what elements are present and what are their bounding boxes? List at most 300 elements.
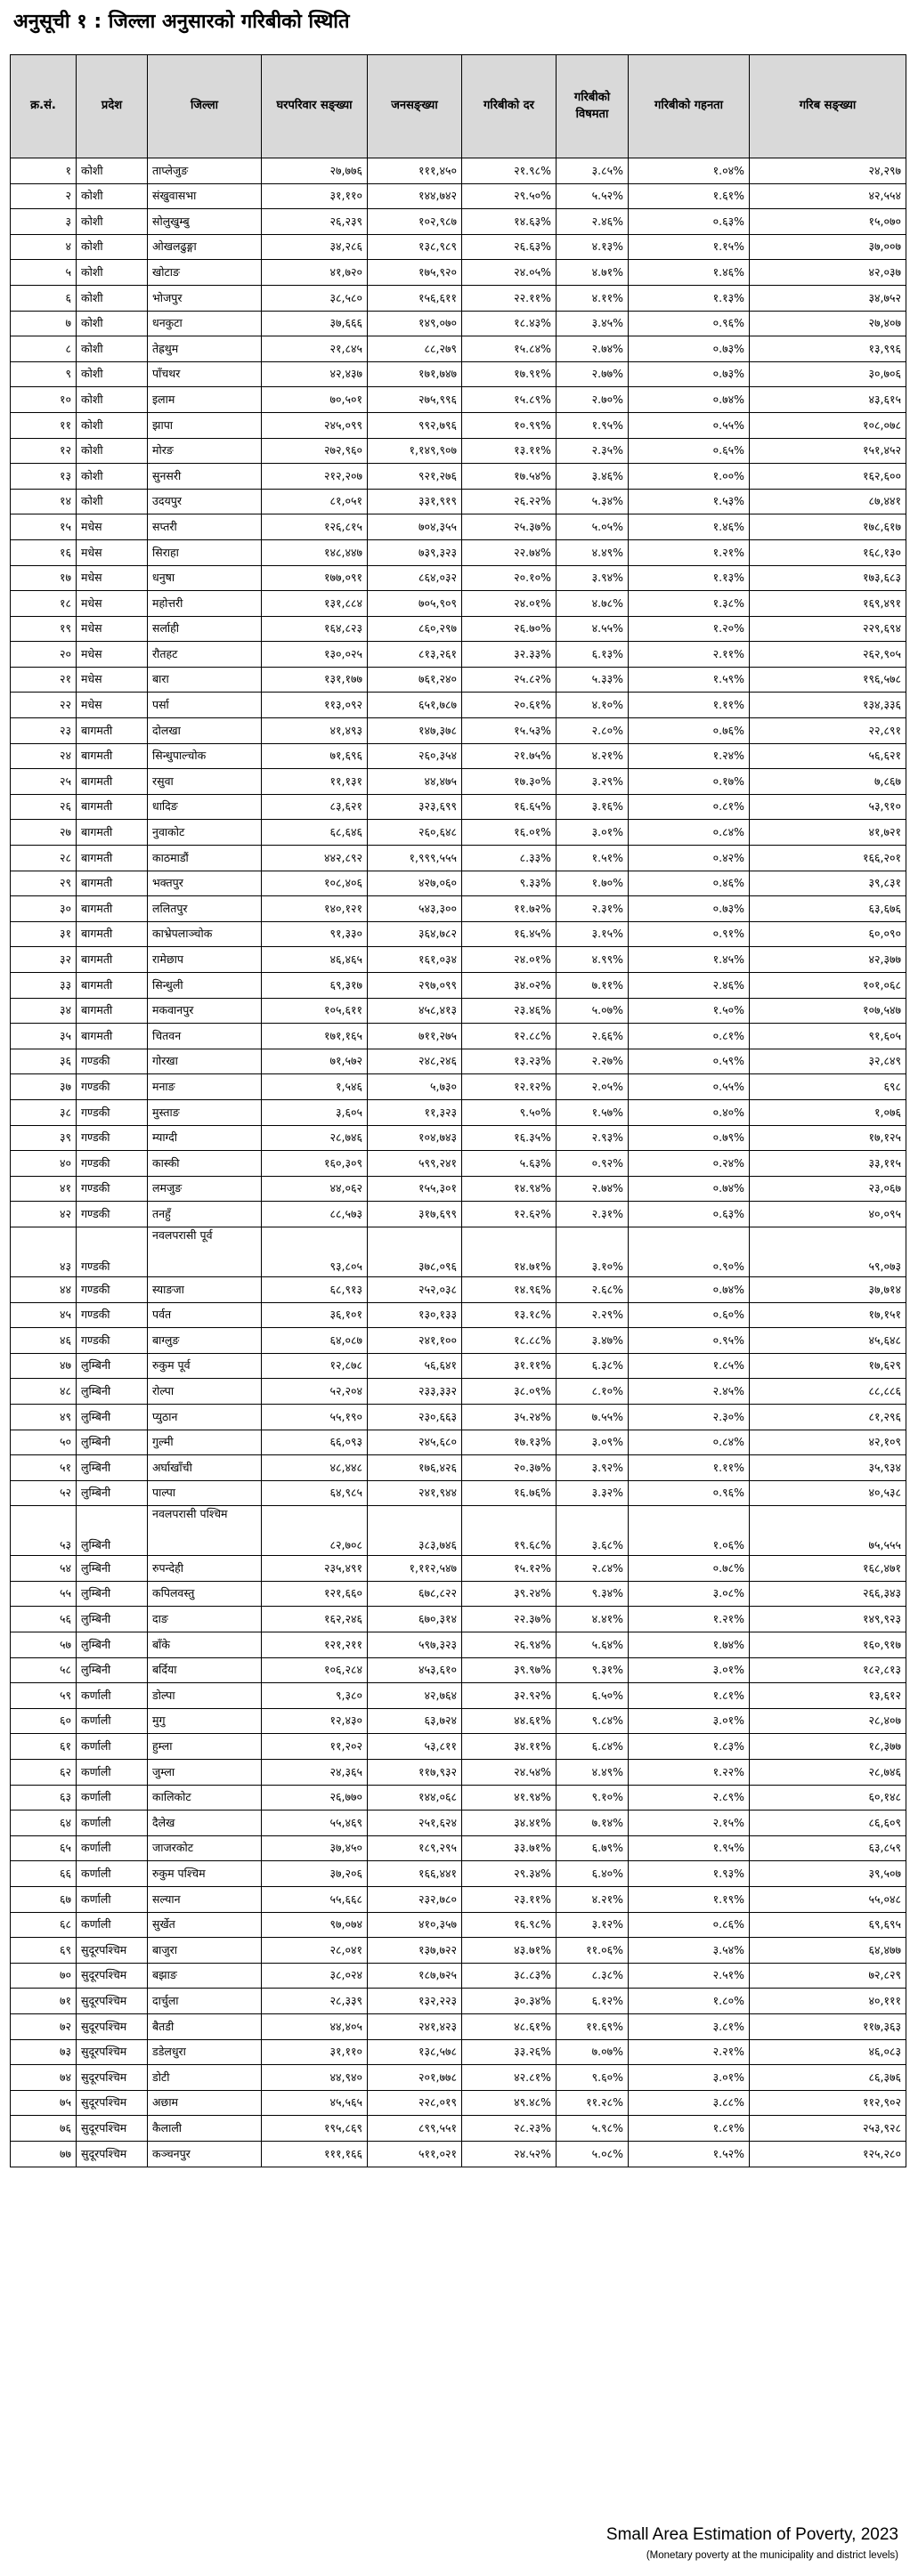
cell-serial: ४१: [11, 1176, 77, 1202]
cell-poverty-rate: २९.३४%: [462, 1861, 557, 1887]
cell-district: दैलेख: [148, 1810, 262, 1836]
cell-poverty-rate: १७.३०%: [462, 769, 557, 795]
cell-poverty-severity: १.१३%: [629, 565, 750, 591]
cell-population: १,९९९,५५५: [368, 846, 462, 871]
table-row: [11, 1176, 906, 1202]
cell-poor-count: ८८,८८६: [750, 1379, 906, 1405]
cell-poverty-severity: १.१९%: [629, 1887, 750, 1913]
cell-serial: ६९: [11, 1938, 77, 1964]
cell-poverty-severity: ३.८८%: [629, 2090, 750, 2116]
source-title: Small Area Estimation of Poverty, 2023: [605, 2525, 898, 2544]
cell-poverty-severity: ०.७३%: [629, 896, 750, 922]
table-row: [11, 209, 906, 235]
cell-province: लुम्बिनी: [77, 1404, 148, 1430]
cell-households: ६४,०८७: [262, 1328, 368, 1354]
cell-serial: २४: [11, 743, 77, 769]
cell-district: गुल्मी: [148, 1430, 262, 1455]
table-row: [11, 846, 906, 871]
cell-poverty-rate: १७.९१%: [462, 361, 557, 387]
cell-district: भोजपुर: [148, 285, 262, 311]
cell-population: ३७८,०९६: [368, 1227, 462, 1276]
cell-poverty-gap: ३.४५%: [557, 311, 629, 336]
cell-poverty-gap: ६.३८%: [557, 1353, 629, 1379]
cell-population: २३०,६६३: [368, 1404, 462, 1430]
cell-population: ५११,०२१: [368, 2141, 462, 2167]
cell-district: धादिङ: [148, 794, 262, 820]
cell-poor-count: १७८,६१७: [750, 514, 906, 540]
cell-population: २०१,७७८: [368, 2065, 462, 2091]
cell-population: २३३,३३२: [368, 1379, 462, 1405]
cell-poverty-severity: १.५९%: [629, 667, 750, 693]
cell-population: ६७८,८२२: [368, 1581, 462, 1607]
cell-district: गोरखा: [148, 1049, 262, 1074]
cell-poverty-rate: २४.०१%: [462, 947, 557, 973]
cell-poverty-gap: २.८४%: [557, 1556, 629, 1582]
cell-poverty-gap: ३.०१%: [557, 820, 629, 846]
cell-district: झापा: [148, 412, 262, 438]
cell-poverty-gap: ५.०५%: [557, 514, 629, 540]
cell-households: ३८,०२४: [262, 1963, 368, 1989]
cell-poor-count: ३९,५०७: [750, 1861, 906, 1887]
cell-households: २८,७४६: [262, 1125, 368, 1151]
cell-poor-count: १७३,६८३: [750, 565, 906, 591]
cell-poverty-gap: ३.१५%: [557, 921, 629, 947]
cell-district: कपिलवस्तु: [148, 1581, 262, 1607]
cell-province: कर्णाली: [77, 1912, 148, 1938]
cell-district: तेह्रथुम: [148, 336, 262, 362]
cell-poverty-gap: ११.६९%: [557, 2013, 629, 2039]
cell-poverty-rate: १७.१३%: [462, 1430, 557, 1455]
cell-poverty-severity: २.८९%: [629, 1785, 750, 1810]
cell-poverty-rate: २२.३७%: [462, 1607, 557, 1632]
cell-district: बाग्लुङ: [148, 1328, 262, 1354]
cell-poverty-rate: ३९.२४%: [462, 1581, 557, 1607]
cell-households: २४,३६५: [262, 1760, 368, 1786]
table-row: [11, 464, 906, 490]
cell-province: गण्डकी: [77, 1099, 148, 1125]
cell-poverty-severity: १.८०%: [629, 1989, 750, 2014]
cell-province: कर्णाली: [77, 1887, 148, 1913]
cell-households: ८८,५७३: [262, 1202, 368, 1227]
cell-poverty-rate: ८.३३%: [462, 846, 557, 871]
cell-households: ३७,६६६: [262, 311, 368, 336]
cell-poor-count: २५३,९२८: [750, 2116, 906, 2142]
table-row: [11, 361, 906, 387]
cell-poor-count: ८६,३७६: [750, 2065, 906, 2091]
cell-poverty-severity: १.११%: [629, 1455, 750, 1481]
cell-province: बागमती: [77, 769, 148, 795]
cell-serial: ४४: [11, 1276, 77, 1302]
cell-households: ३७,२०६: [262, 1861, 368, 1887]
cell-poor-count: १७,१५१: [750, 1302, 906, 1328]
cell-households: ४४,४०५: [262, 2013, 368, 2039]
cell-poor-count: १८२,८१३: [750, 1657, 906, 1683]
table-row: [11, 336, 906, 362]
cell-poor-count: ३३,११५: [750, 1151, 906, 1177]
table-row: [11, 1099, 906, 1125]
cell-district: डडेलधुरा: [148, 2039, 262, 2065]
cell-households: १०८,४०६: [262, 871, 368, 896]
table-row: [11, 1835, 906, 1861]
cell-district: सर्लाही: [148, 616, 262, 642]
cell-district: सुनसरी: [148, 464, 262, 490]
cell-poor-count: ४०,०९५: [750, 1202, 906, 1227]
cell-poor-count: ३२,८४९: [750, 1049, 906, 1074]
cell-poverty-severity: १.८३%: [629, 1734, 750, 1760]
cell-population: १३८,५७८: [368, 2039, 462, 2065]
cell-population: ५४३,३००: [368, 896, 462, 922]
cell-serial: १: [11, 158, 77, 184]
cell-poverty-severity: १.३८%: [629, 591, 750, 617]
cell-poverty-rate: १०.९९%: [462, 412, 557, 438]
cell-poor-count: ६९,६९५: [750, 1912, 906, 1938]
cell-population: ४४,४७५: [368, 769, 462, 795]
table-row: [11, 1938, 906, 1964]
cell-poverty-severity: २.५१%: [629, 1963, 750, 1989]
cell-poverty-severity: ०.५५%: [629, 1074, 750, 1100]
cell-households: १७७,०९१: [262, 565, 368, 591]
cell-serial: ८: [11, 336, 77, 362]
cell-province: सुदूरपश्चिम: [77, 2013, 148, 2039]
table-row: [11, 1455, 906, 1481]
cell-poor-count: २७,४०७: [750, 311, 906, 336]
cell-province: लुम्बिनी: [77, 1353, 148, 1379]
table-row: [11, 539, 906, 565]
cell-poverty-severity: ०.४०%: [629, 1099, 750, 1125]
cell-population: ३८३,७४६: [368, 1506, 462, 1556]
cell-poverty-gap: ३.९२%: [557, 1455, 629, 1481]
cell-district: बैतडी: [148, 2013, 262, 2039]
cell-poverty-gap: २.३१%: [557, 896, 629, 922]
table-row: [11, 1151, 906, 1177]
cell-poverty-rate: ४१.९४%: [462, 1785, 557, 1810]
cell-poor-count: १३४,३३६: [750, 693, 906, 718]
cell-province: बागमती: [77, 973, 148, 999]
cell-poverty-rate: ९.३३%: [462, 871, 557, 896]
cell-serial: ३६: [11, 1049, 77, 1074]
cell-poor-count: ३७,७१४: [750, 1276, 906, 1302]
cell-serial: ३९: [11, 1125, 77, 1151]
cell-poverty-rate: ३५.२४%: [462, 1404, 557, 1430]
cell-population: ७०५,९०९: [368, 591, 462, 617]
cell-poverty-rate: ३१.११%: [462, 1353, 557, 1379]
cell-population: १३८,९८९: [368, 234, 462, 260]
cell-poor-count: २३,०६७: [750, 1176, 906, 1202]
cell-serial: २५: [11, 769, 77, 795]
cell-district: सिन्धुपाल्चोक: [148, 743, 262, 769]
table-row: [11, 820, 906, 846]
cell-households: ६४,९८५: [262, 1480, 368, 1506]
cell-poverty-rate: २३.४६%: [462, 998, 557, 1024]
cell-province: कोशी: [77, 209, 148, 235]
cell-province: कोशी: [77, 260, 148, 286]
cell-households: ९,३८०: [262, 1683, 368, 1709]
cell-district: हुम्ला: [148, 1734, 262, 1760]
cell-district: नवलपरासी पूर्व: [148, 1227, 262, 1276]
cell-poverty-severity: २.१५%: [629, 1810, 750, 1836]
cell-district: म्याग्दी: [148, 1125, 262, 1151]
cell-poverty-gap: ६.५०%: [557, 1683, 629, 1709]
cell-households: ४५,५६५: [262, 2090, 368, 2116]
cell-serial: ९: [11, 361, 77, 387]
cell-poor-count: ५६,६२१: [750, 743, 906, 769]
cell-poor-count: ४६,०८३: [750, 2039, 906, 2065]
cell-poverty-gap: ४.४९%: [557, 539, 629, 565]
cell-population: २६०,३५४: [368, 743, 462, 769]
cell-poor-count: ८६,६०९: [750, 1810, 906, 1836]
cell-province: सुदूरपश्चिम: [77, 2116, 148, 2142]
cell-poverty-gap: ५.३४%: [557, 489, 629, 514]
cell-province: लुम्बिनी: [77, 1581, 148, 1607]
cell-poverty-rate: ३४.०२%: [462, 973, 557, 999]
cell-poverty-rate: २२.११%: [462, 285, 557, 311]
cell-households: ३१,११०: [262, 183, 368, 209]
table-row: [11, 285, 906, 311]
cell-serial: ३७: [11, 1074, 77, 1100]
cell-province: लुम्बिनी: [77, 1506, 148, 1556]
cell-district: जाजरकोट: [148, 1835, 262, 1861]
table-row: [11, 1963, 906, 1989]
cell-province: सुदूरपश्चिम: [77, 1989, 148, 2014]
table-row: [11, 2116, 906, 2142]
table-row: [11, 311, 906, 336]
cell-province: गण्डकी: [77, 1302, 148, 1328]
cell-poor-count: ३०,७०६: [750, 361, 906, 387]
cell-poverty-gap: २.२९%: [557, 1302, 629, 1328]
cell-poverty-rate: २६.६३%: [462, 234, 557, 260]
cell-serial: ६८: [11, 1912, 77, 1938]
cell-poor-count: १६८,१३०: [750, 539, 906, 565]
header-population: जनसङ्ख्या: [368, 55, 462, 158]
cell-serial: १२: [11, 438, 77, 464]
table-row: [11, 489, 906, 514]
cell-poverty-gap: ५.०७%: [557, 998, 629, 1024]
cell-serial: १९: [11, 616, 77, 642]
cell-poverty-rate: १५.८९%: [462, 387, 557, 413]
cell-poverty-severity: ०.४६%: [629, 871, 750, 896]
cell-poverty-rate: ५.६३%: [462, 1151, 557, 1177]
cell-population: २५२,०३८: [368, 1276, 462, 1302]
cell-province: लुम्बिनी: [77, 1379, 148, 1405]
cell-district: पर्सा: [148, 693, 262, 718]
cell-poverty-rate: १४.९६%: [462, 1276, 557, 1302]
cell-poverty-rate: ३२.९२%: [462, 1683, 557, 1709]
cell-district: पाँचथर: [148, 361, 262, 387]
cell-poverty-gap: २.७७%: [557, 361, 629, 387]
cell-population: ९९२,७९६: [368, 412, 462, 438]
cell-district: सुर्खेत: [148, 1912, 262, 1938]
table-row: [11, 438, 906, 464]
cell-population: २५१,६२४: [368, 1810, 462, 1836]
cell-households: २८,३३९: [262, 1989, 368, 2014]
cell-poverty-severity: ०.८१%: [629, 794, 750, 820]
cell-population: १५६,६११: [368, 285, 462, 311]
cell-households: ५५,६६८: [262, 1887, 368, 1913]
cell-serial: ५५: [11, 1581, 77, 1607]
cell-households: ६९,३१७: [262, 973, 368, 999]
cell-poor-count: ९१,६०५: [750, 1024, 906, 1049]
cell-serial: २९: [11, 871, 77, 896]
header-poverty-gap: गरिबीको विषमता: [557, 55, 629, 158]
cell-serial: ७४: [11, 2065, 77, 2091]
cell-households: ९३,८०५: [262, 1227, 368, 1276]
cell-poor-count: ६०,१४८: [750, 1785, 906, 1810]
cell-poverty-severity: ०.७४%: [629, 1176, 750, 1202]
cell-serial: ७५: [11, 2090, 77, 2116]
cell-poverty-gap: २.६८%: [557, 1276, 629, 1302]
cell-poverty-severity: १.६१%: [629, 183, 750, 209]
table-row: [11, 973, 906, 999]
cell-population: २६०,६४८: [368, 820, 462, 846]
cell-serial: ४५: [11, 1302, 77, 1328]
cell-district: अर्घाखाँची: [148, 1455, 262, 1481]
cell-poverty-gap: १.५१%: [557, 846, 629, 871]
cell-poverty-severity: ०.७३%: [629, 336, 750, 362]
cell-province: कोशी: [77, 387, 148, 413]
cell-poverty-gap: ८.३८%: [557, 1963, 629, 1989]
cell-poor-count: ४०,५३८: [750, 1480, 906, 1506]
cell-poverty-severity: २.४६%: [629, 973, 750, 999]
cell-poverty-rate: ३८.०९%: [462, 1379, 557, 1405]
cell-serial: ४७: [11, 1353, 77, 1379]
cell-poverty-gap: ९.१०%: [557, 1785, 629, 1810]
cell-poverty-rate: ३४.४१%: [462, 1810, 557, 1836]
cell-poverty-severity: ०.७६%: [629, 718, 750, 744]
cell-poverty-gap: ४.७८%: [557, 591, 629, 617]
cell-province: बागमती: [77, 896, 148, 922]
cell-population: ६७०,३१४: [368, 1607, 462, 1632]
cell-poverty-rate: ३०.३४%: [462, 1989, 557, 2014]
cell-province: कोशी: [77, 336, 148, 362]
cell-poverty-severity: ०.६५%: [629, 438, 750, 464]
cell-serial: ४८: [11, 1379, 77, 1405]
cell-poverty-gap: ३.१०%: [557, 1227, 629, 1276]
table-row: [11, 718, 906, 744]
cell-households: ४६,४६५: [262, 947, 368, 973]
cell-province: मधेस: [77, 667, 148, 693]
cell-province: कोशी: [77, 285, 148, 311]
table-row: [11, 591, 906, 617]
cell-serial: ३३: [11, 973, 77, 999]
cell-district: कालिकोट: [148, 1785, 262, 1810]
cell-district: रौतहट: [148, 642, 262, 668]
cell-province: कर्णाली: [77, 1708, 148, 1734]
cell-households: ३८,५८०: [262, 285, 368, 311]
table-row: [11, 514, 906, 540]
cell-poverty-gap: २.८०%: [557, 718, 629, 744]
cell-households: ३१,११०: [262, 2039, 368, 2065]
cell-population: ५३,८११: [368, 1734, 462, 1760]
cell-poverty-severity: १.८५%: [629, 1353, 750, 1379]
cell-poverty-severity: १.८१%: [629, 2116, 750, 2142]
cell-poverty-severity: ०.७८%: [629, 1556, 750, 1582]
cell-serial: १३: [11, 464, 77, 490]
cell-province: कोशी: [77, 361, 148, 387]
cell-households: ३,६०५: [262, 1099, 368, 1125]
cell-poor-count: २८,७४६: [750, 1760, 906, 1786]
cell-population: १०४,७४३: [368, 1125, 462, 1151]
cell-poverty-severity: १.५२%: [629, 2141, 750, 2167]
cell-population: ४५३,६१०: [368, 1657, 462, 1683]
cell-poverty-gap: ९.८४%: [557, 1708, 629, 1734]
cell-poverty-severity: ०.९१%: [629, 921, 750, 947]
cell-province: मधेस: [77, 616, 148, 642]
cell-serial: ११: [11, 412, 77, 438]
cell-poverty-severity: २.११%: [629, 642, 750, 668]
cell-poor-count: २६६,३४३: [750, 1581, 906, 1607]
cell-population: ३१७,६९९: [368, 1202, 462, 1227]
cell-serial: ४९: [11, 1404, 77, 1430]
cell-district: मनाङ: [148, 1074, 262, 1100]
cell-households: ८२,७०८: [262, 1506, 368, 1556]
cell-poverty-severity: ०.५९%: [629, 1049, 750, 1074]
cell-poverty-gap: २.२७%: [557, 1049, 629, 1074]
cell-poverty-gap: २.९३%: [557, 1125, 629, 1151]
cell-households: ४१,४९३: [262, 718, 368, 744]
cell-province: कर्णाली: [77, 1861, 148, 1887]
cell-district: कञ्चनपुर: [148, 2141, 262, 2167]
cell-poverty-severity: १.२१%: [629, 1607, 750, 1632]
cell-households: १७१,१६५: [262, 1024, 368, 1049]
cell-province: बागमती: [77, 743, 148, 769]
cell-district: पाल्पा: [148, 1480, 262, 1506]
cell-poor-count: १२५,२८०: [750, 2141, 906, 2167]
table-row: [11, 1785, 906, 1810]
cell-poor-count: ३७,००७: [750, 234, 906, 260]
cell-province: गण्डकी: [77, 1227, 148, 1276]
cell-poverty-gap: ५.६४%: [557, 1632, 629, 1658]
cell-province: सुदूरपश्चिम: [77, 2141, 148, 2167]
cell-population: ३२३,६९९: [368, 794, 462, 820]
table-row: [11, 1912, 906, 1938]
cell-poverty-gap: २.३१%: [557, 1202, 629, 1227]
cell-poverty-gap: ३.४७%: [557, 1328, 629, 1354]
cell-poverty-rate: २१.९८%: [462, 158, 557, 184]
cell-poverty-severity: १.४५%: [629, 947, 750, 973]
cell-poverty-rate: १५.५३%: [462, 718, 557, 744]
cell-province: लुम्बिनी: [77, 1657, 148, 1683]
cell-serial: ३४: [11, 998, 77, 1024]
cell-poor-count: १७,६२९: [750, 1353, 906, 1379]
cell-province: कर्णाली: [77, 1760, 148, 1786]
cell-poverty-rate: २०.६१%: [462, 693, 557, 718]
cell-poverty-rate: २९.५०%: [462, 183, 557, 209]
cell-poverty-rate: २४.०५%: [462, 260, 557, 286]
cell-households: ११,१३१: [262, 769, 368, 795]
cell-poor-count: २८,४०७: [750, 1708, 906, 1734]
cell-population: ४५८,४१३: [368, 998, 462, 1024]
cell-poverty-rate: १६.६५%: [462, 794, 557, 820]
cell-serial: २३: [11, 718, 77, 744]
cell-population: ७११,२७५: [368, 1024, 462, 1049]
cell-poor-count: १७,१२५: [750, 1125, 906, 1151]
table-row: [11, 1202, 906, 1227]
cell-poverty-rate: २४.५२%: [462, 2141, 557, 2167]
cell-population: २७५,९९६: [368, 387, 462, 413]
cell-poverty-rate: ४३.७१%: [462, 1938, 557, 1964]
cell-poor-count: १६८,४७१: [750, 1556, 906, 1582]
table-row: [11, 1328, 906, 1354]
cell-serial: ५९: [11, 1683, 77, 1709]
cell-serial: ६०: [11, 1708, 77, 1734]
cell-district: मकवानपुर: [148, 998, 262, 1024]
table-row: [11, 1227, 906, 1276]
table-row: [11, 2013, 906, 2039]
table-row: [11, 1861, 906, 1887]
cell-poverty-gap: १.५७%: [557, 1099, 629, 1125]
cell-poverty-rate: २५.८२%: [462, 667, 557, 693]
cell-district: चितवन: [148, 1024, 262, 1049]
